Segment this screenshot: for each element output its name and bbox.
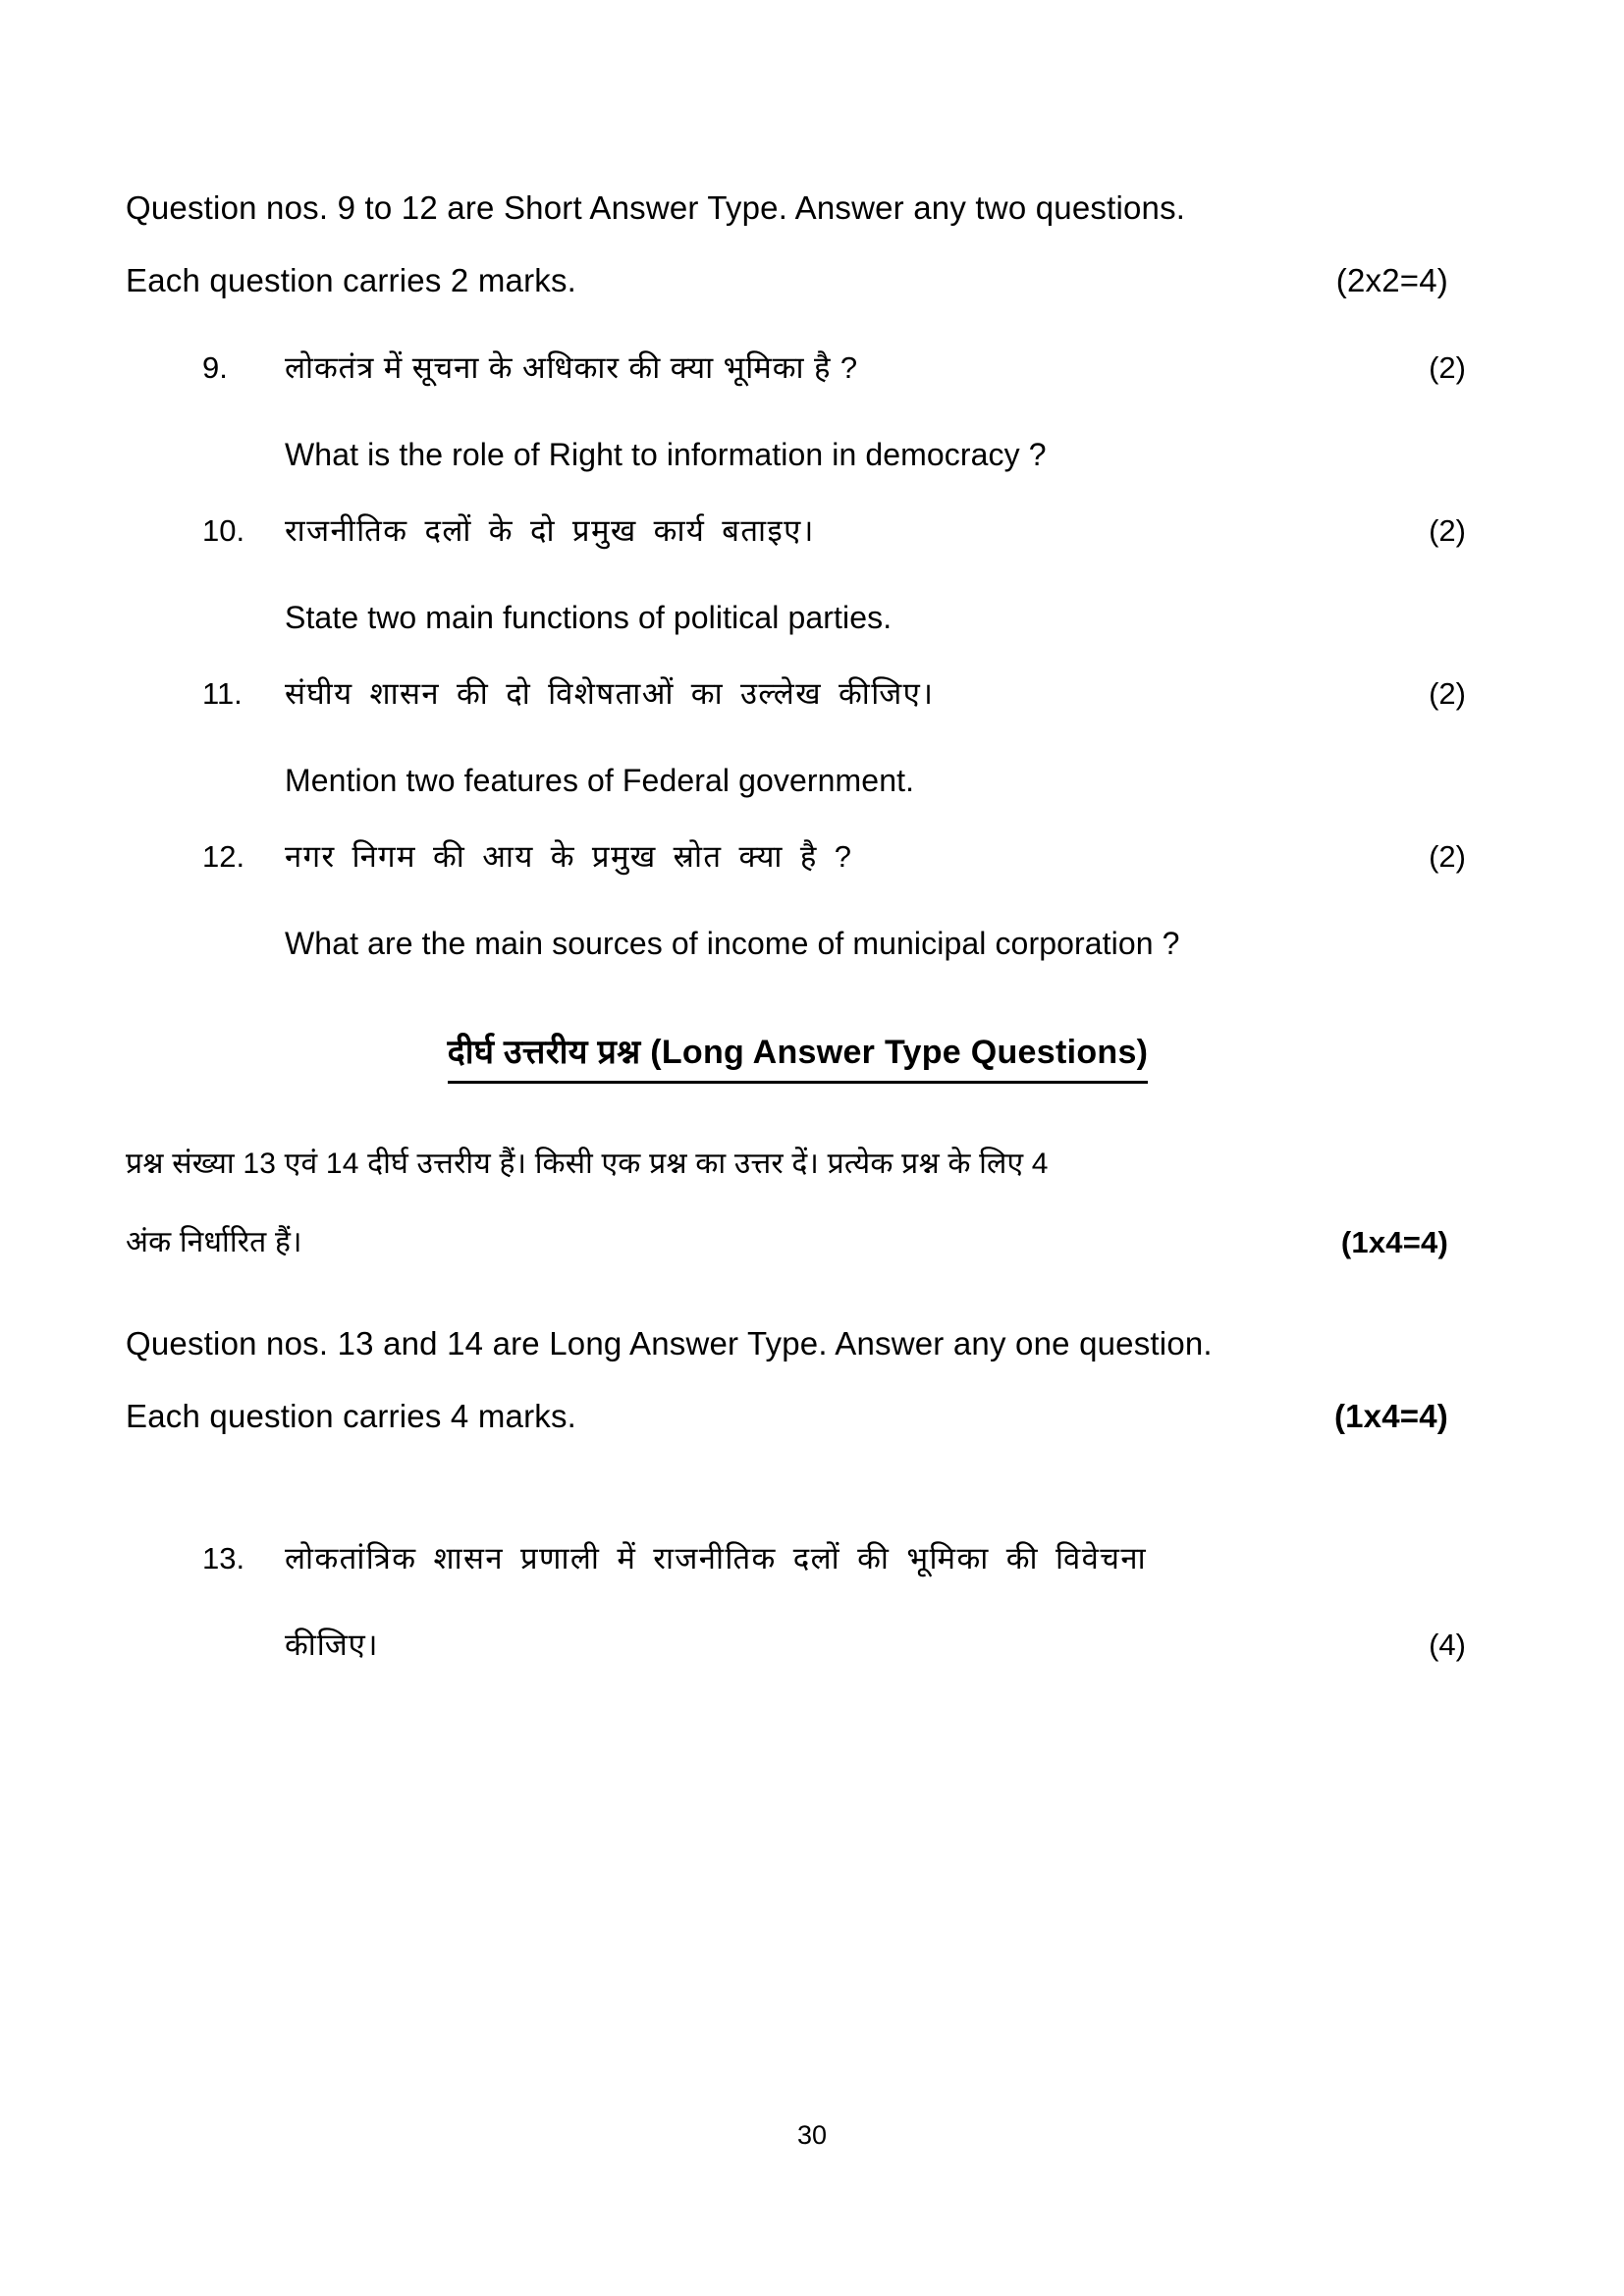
question-body (285, 1533, 1466, 1671)
long-answer-hindi-instruction-text-2: अंक निर्धारित हैं। (126, 1226, 302, 1258)
long-answer-english-instruction-text-2: Each question carries 4 marks. (126, 1398, 577, 1434)
question-text-hindi: लोकतंत्र में सूचना के अधिकार की क्या भूमिका है ? (285, 350, 858, 385)
long-answer-english-instruction-text-1: Question nos. 13 and 14 are Long Answer Type. Answer any one question. (126, 1325, 1213, 1362)
question-number: 10. (202, 513, 245, 548)
question-body (285, 668, 1466, 806)
page-content (126, 172, 1466, 1671)
long-answer-hindi-instruction-line-1 (126, 1125, 1448, 1203)
question-marks: (4) (1429, 1628, 1466, 1662)
question-number: 13. (202, 1541, 245, 1575)
short-answer-instruction-marks: (2x2=4) (1335, 262, 1448, 298)
question-text-hindi: नगर निगम की आय के प्रमुख स्रोत क्या है ? (285, 839, 853, 874)
question-number: 11. (202, 676, 243, 711)
short-answer-instruction-text-1: Question nos. 9 to 12 are Short Answer Type. Answer any two questions. (126, 189, 1186, 226)
question-number: 12. (202, 839, 245, 874)
question-text-english: What are the main sources of income of municipal corporation ? (285, 926, 1180, 961)
page-number: 30 (796, 2120, 828, 2150)
long-answer-english-instruction-marks: (1x4=4) (1333, 1398, 1448, 1434)
question-text-hindi: राजनीतिक दलों के दो प्रमुख कार्य बताइए। (285, 513, 815, 548)
long-answer-english-instruction-line-2 (126, 1380, 1448, 1453)
long-answer-hindi-instruction-text-1: प्रश्न संख्या 13 एवं 14 दीर्घ उत्तरीय हैं। किसी एक प्रश्न का उत्तर दें। प्रत्येक प्रश्न के लिए 4 (126, 1148, 1049, 1180)
question-item (187, 506, 1466, 643)
question-marks: (2) (1429, 350, 1466, 385)
question-text-english: What is the role of Right to information in democracy ? (285, 437, 1047, 472)
question-number: 9. (202, 350, 228, 385)
question-text-english: Mention two features of Federal government. (285, 763, 915, 798)
long-answer-section-heading: दीर्घ उत्तरीय प्रश्न (Long Answer Type Questions) (448, 1026, 1149, 1084)
question-marks: (2) (1429, 676, 1466, 711)
short-answer-instruction-line-1 (126, 172, 1448, 244)
long-answer-english-instruction-line-1 (126, 1308, 1448, 1380)
question-item (187, 668, 1466, 806)
question-item (187, 831, 1466, 969)
question-text-english: State two main functions of political parties. (285, 600, 893, 635)
question-text-hindi-line-1: लोकतांत्रिक शासन प्रणाली में राजनीतिक दलों की भूमिका की विवेचना (285, 1541, 1148, 1575)
long-answer-section-heading-wrap (147, 1026, 1448, 1084)
question-text-hindi: संघीय शासन की दो विशेषताओं का उल्लेख कीजिए। (285, 676, 935, 711)
question-marks: (2) (1429, 513, 1466, 548)
long-answer-hindi-instruction-marks: (1x4=4) (1340, 1225, 1448, 1259)
question-item (187, 1533, 1466, 1671)
question-text-hindi-line-2: कीजिए। (285, 1628, 379, 1662)
question-marks: (2) (1429, 839, 1466, 874)
short-answer-instruction-line-2 (126, 244, 1448, 317)
question-body (285, 343, 1466, 480)
long-answer-hindi-instruction-line-2 (126, 1203, 1448, 1282)
short-answer-instruction-text-2: Each question carries 2 marks. (126, 262, 577, 298)
question-body (285, 831, 1466, 969)
question-body (285, 506, 1466, 643)
question-item (187, 343, 1466, 480)
